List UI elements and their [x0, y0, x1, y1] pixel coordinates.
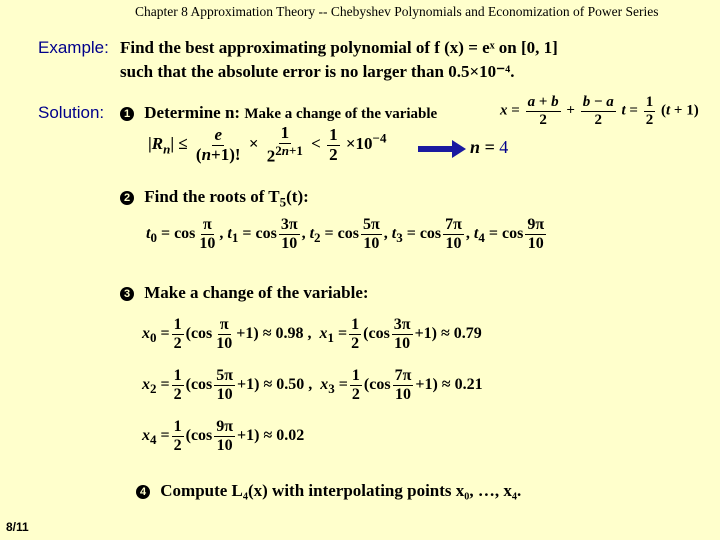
step-1: [120, 103, 437, 123]
step-2: [120, 187, 309, 210]
page-number: 8/11: [6, 520, 29, 534]
x4-value: 0.02: [276, 426, 305, 444]
step-number-3: 3: [120, 287, 134, 301]
step-2-sub: 5: [279, 194, 287, 210]
step-4: [136, 481, 521, 501]
step-3-text: Make a change of the variable:: [144, 283, 369, 302]
solution-label: Solution:: [38, 103, 105, 122]
step-4-text: Compute L₄(x) with interpolating points x₀, …, x₄.: [160, 481, 522, 500]
step-2-text: Find the roots of T: [144, 187, 280, 206]
example-label: Example:: [38, 38, 109, 57]
example-line-2: such that the absolute error is no larger than 0.5×10⁻⁴.: [120, 62, 515, 81]
slide-header: Chapter 8 Approximation Theory -- Chebyshev Polynomials and Economization of Power Series: [135, 4, 659, 19]
x0-value: 0.98: [275, 324, 304, 342]
step-number-2: 2: [120, 191, 134, 205]
x1-value: 0.79: [453, 324, 482, 342]
step-number-4: 4: [136, 485, 150, 499]
step-1-text: Determine n:: [144, 103, 241, 122]
example-line-1: Find the best approximating polynomial of f (x) = eˣ on [0, 1]: [120, 38, 558, 57]
n-result: [470, 137, 508, 158]
x3-value: 0.21: [454, 375, 483, 393]
n-result-label: n =: [470, 137, 495, 157]
step-3: [120, 283, 369, 303]
x-row-3: $x_4$ = $\frac{1}{2}$ (cos $\frac{9\pi}{10}$ +1) ≈ 0.02: [142, 418, 305, 454]
step-number-1: 1: [120, 107, 134, 121]
x2-value: 0.50: [276, 375, 305, 393]
implies-arrow-icon: [418, 140, 466, 158]
x-row-1: $x_0$ = $\frac{1}{2}$ (cos $\frac{\pi}{10}$ +1) ≈ 0.98 , $x_1$ = $\frac{1}{2}$ (cos $\frac{3\pi}{10}$ +1) ≈ 0.79: [142, 316, 482, 352]
x-row-2: $x_2$ = $\frac{1}{2}$ (cos $\frac{5\pi}{10}$ +1) ≈ 0.50 , $x_3$ = $\frac{1}{2}$ (cos $\frac{7\pi}{10}$ +1) ≈ 0.21: [142, 367, 483, 403]
chebyshev-roots: $t_0 = \cos$ $\frac{\pi}{10}$ , $t_1 = \cos$ $\frac{3\pi}{10}$ , $t_2 = \cos$ $\frac{5\pi}{10}$ , $t_3 = \cos$ $\frac{7\pi}{10}$ , $t_4 = \cos$ $\frac{9\pi}{10}$: [146, 216, 545, 252]
step-2-text-end: (t):: [286, 187, 309, 206]
n-result-value: 4: [499, 137, 509, 157]
substitution-formula: x = $\frac{a + b}{2}$ + $\frac{b - a}{2}$ t = $\frac{1}{2}$ (t + 1): [500, 94, 699, 128]
step-1-note: Make a change of the variable: [244, 106, 438, 122]
error-bound-formula: $|R_n|$ ≤ $\frac{e}{(n+1)!}$ × $\frac{1}{2^{2n+1}}$ < $\frac{1}{2}$ $\times 10^{-4}$: [148, 123, 387, 166]
